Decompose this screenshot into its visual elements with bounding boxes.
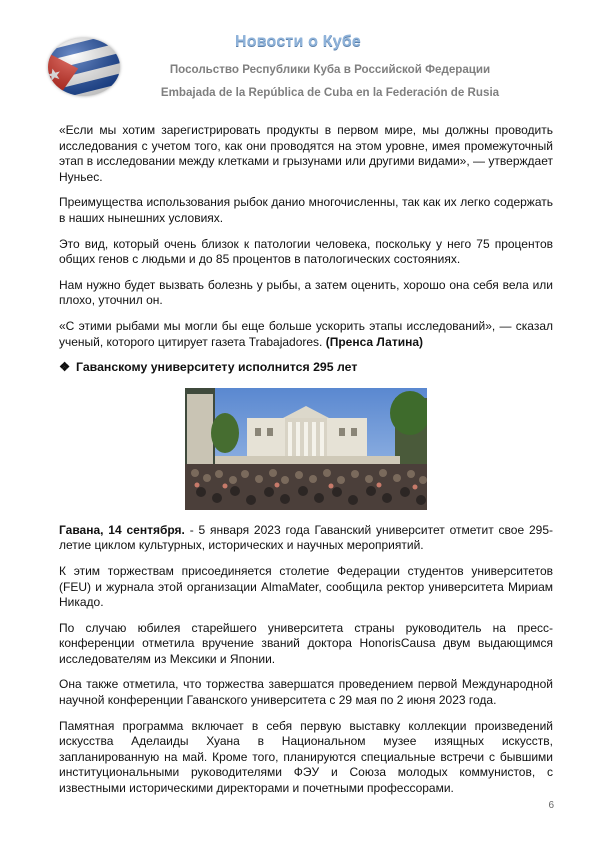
quote-text: «С этими рыбами мы могли бы еще больше ускорить этапы исследований», — сказал ученый, которого цитирует газета Trabajadores. (59, 318, 553, 349)
article-body (59, 123, 553, 807)
paragraph: Нам нужно будет вызвать болезнь у рыбы, а затем оценить, хорошо она себя вела или плохо, уточнил он. (59, 277, 553, 308)
section-heading (59, 360, 553, 376)
paragraph: «Если мы хотим зарегистрировать продукты в первом мире, мы должны проводить исследования с учетом того, как они проводятся на этом уровне, имея промежуточный этап в исследовании между клетками и грызунами или другими видами», — утверждает Нуньес. (59, 123, 553, 184)
paragraph: Преимущества использования рыбок данио многочисленны, так как их легко содержать в наших нынешних условиях. (59, 195, 553, 225)
university-photo (185, 388, 427, 510)
paragraph (59, 319, 553, 350)
paragraph: К этим торжествам присоединяется столетие Федерации студентов университетов (FEU) и журнала этой организации AlmaMater, сообщила ректор университета Мириам Никадо. (59, 563, 553, 610)
page-number: 6 (548, 800, 554, 811)
source-credit: (Пренса Латина) (325, 334, 423, 349)
section-title: Гаванскому университету исполнится 295 лет (76, 360, 358, 375)
paragraph: Она также отметила, что торжества завершатся проведением первой Международной научной конференции Гаванского университета с 29 мая по 2 июня 2023 года. (59, 677, 553, 708)
lead-text: - 5 января 2023 года Гаванский университет отметит свое 295-летие циклом культурных, исторических и научных мероприятий. (59, 522, 553, 553)
newsletter-title: Новости о Кубе (235, 33, 361, 50)
dateline: Гавана, 14 сентября. (59, 522, 185, 537)
embassy-name-russian: Посольство Республики Куба в Российской Федерации (169, 63, 491, 76)
embassy-name-spanish: Embajada de la República de Cuba en la Federación de Rusia (160, 86, 500, 99)
paragraph: По случаю юбилея старейшего университета страны руководитель на пресс-конференции отметила вручение званий доктора HonorisCausa двум выдающимся исследователям из Мексики и Японии. (59, 620, 553, 666)
lead-paragraph (59, 523, 553, 554)
paragraph: Памятная программа включает в себя первую выставку коллекции произведений искусства Аделаиды Хуана в Национальном музее изящных искусств, запланированную на май. Кроме того, планируются специальные встречи с бывшими институциональными руководителями ФЭУ и Союза молодых коммунистов, с известными историческими директорами и почетными профессорами. (59, 718, 553, 796)
paragraph: Это вид, который очень близок к патологии человека, поскольку у него 75 процентов общих генов с людьми и до 85 процентов в патологических состояниях. (59, 236, 553, 267)
diamond-bullet-icon: ❖ (59, 360, 71, 375)
